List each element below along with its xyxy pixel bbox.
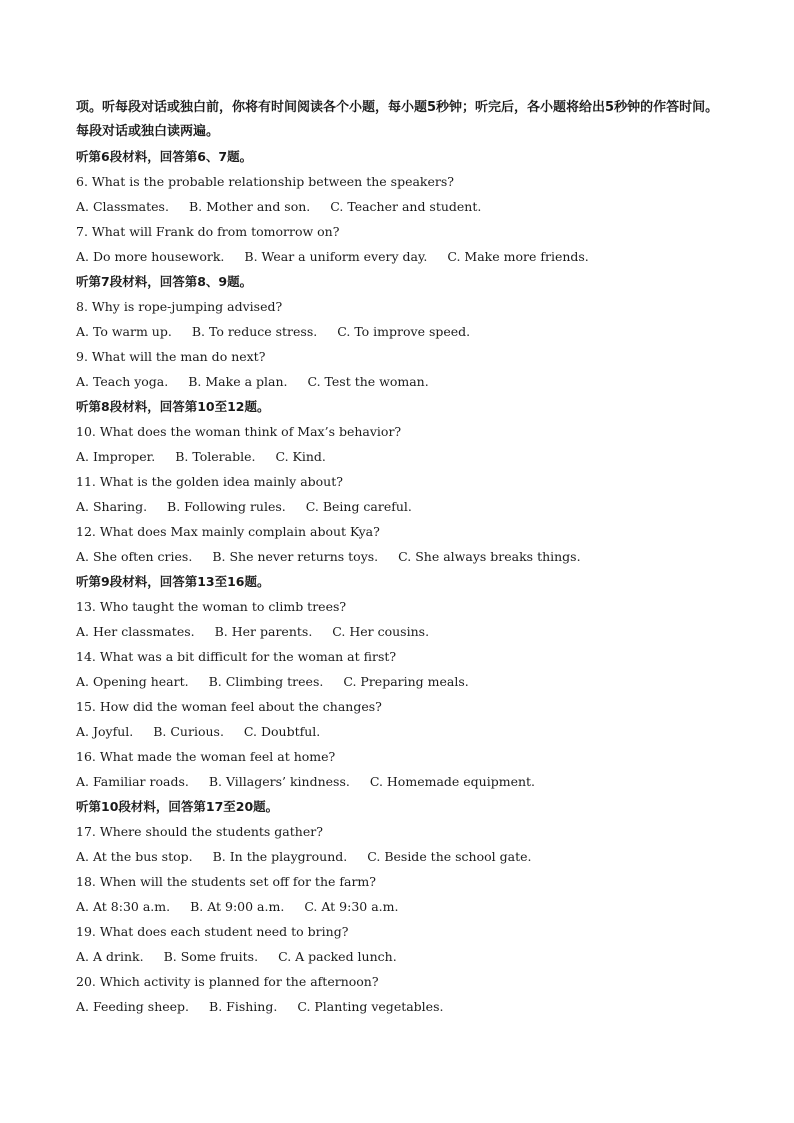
answer-option: A. Familiar roads. <box>76 774 189 789</box>
answer-option: C. Test the woman. <box>307 374 429 389</box>
answer-options <box>76 494 726 519</box>
question-item <box>76 419 726 469</box>
question-text: 17. Where should the students gather? <box>76 824 323 839</box>
question-item <box>76 919 726 969</box>
answer-options <box>76 894 726 919</box>
section-title: 听第8段材料，回答第10至12题。 <box>76 399 270 414</box>
question-item <box>76 819 726 869</box>
answer-options <box>76 444 726 469</box>
question-text: 15. How did the woman feel about the changes? <box>76 699 382 714</box>
question-text: 13. Who taught the woman to climb trees? <box>76 599 347 614</box>
question-text: 12. What does Max mainly complain about Kya? <box>76 524 380 539</box>
question-text: 8. Why is rope-jumping advised? <box>76 299 283 314</box>
answer-options <box>76 244 726 269</box>
question-item <box>76 594 726 644</box>
answer-options <box>76 194 726 219</box>
question-item <box>76 219 726 269</box>
answer-option: A. Opening heart. <box>76 674 189 689</box>
answer-option: A. Sharing. <box>76 499 148 514</box>
answer-option: A. Improper. <box>76 449 156 464</box>
answer-options <box>76 719 726 744</box>
answer-option: B. Some fruits. <box>163 949 259 964</box>
answer-options <box>76 669 726 694</box>
answer-options <box>76 319 726 344</box>
answer-option: A. To warm up. <box>76 324 172 339</box>
answer-option: A. At the bus stop. <box>76 849 193 864</box>
answer-option: A. Feeding sheep. <box>76 999 190 1014</box>
section-title: 听第10段材料，回答第17至20题。 <box>76 799 279 814</box>
answer-option: B. Climbing trees. <box>208 674 324 689</box>
question-text: 6. What is the probable relationship between the speakers? <box>76 174 454 189</box>
question-text: 20. Which activity is planned for the afternoon? <box>76 974 379 989</box>
question-item <box>76 869 726 919</box>
answer-option: C. At 9:30 a.m. <box>304 899 399 914</box>
answer-options <box>76 844 726 869</box>
question-item <box>76 169 726 219</box>
question-item <box>76 969 726 1019</box>
answer-option: A. At 8:30 a.m. <box>76 899 171 914</box>
answer-option: B. Curious. <box>153 724 224 739</box>
answer-option: B. Mother and son. <box>188 199 311 214</box>
answer-option: B. Tolerable. <box>175 449 256 464</box>
answer-options <box>76 944 726 969</box>
answer-option: B. Fishing. <box>209 999 278 1014</box>
answer-option: A. Classmates. <box>76 199 169 214</box>
listening-section <box>76 96 726 1019</box>
question-text: 16. What made the woman feel at home? <box>76 749 336 764</box>
answer-option: C. Preparing meals. <box>343 674 469 689</box>
question-text: 9. What will the man do next? <box>76 349 266 364</box>
answer-option: B. In the playground. <box>212 849 348 864</box>
answer-options <box>76 544 726 569</box>
question-sections <box>76 144 726 1019</box>
question-item <box>76 294 726 344</box>
answer-option: C. Being careful. <box>305 499 412 514</box>
answer-option: A. A drink. <box>76 949 144 964</box>
answer-option: A. Teach yoga. <box>76 374 169 389</box>
question-section <box>76 269 726 394</box>
question-section <box>76 144 726 269</box>
answer-option: A. Her classmates. <box>76 624 195 639</box>
answer-option: C. Make more friends. <box>447 249 589 264</box>
question-text: 11. What is the golden idea mainly about? <box>76 474 343 489</box>
question-item <box>76 344 726 394</box>
answer-option: C. Teacher and student. <box>330 199 482 214</box>
question-item <box>76 469 726 519</box>
question-section <box>76 394 726 569</box>
question-text: 10. What does the woman think of Max’s behavior? <box>76 424 402 439</box>
answer-option: C. Kind. <box>275 449 326 464</box>
question-item <box>76 644 726 694</box>
answer-option: B. She never returns toys. <box>212 549 379 564</box>
question-section <box>76 794 726 1019</box>
answer-option: C. She always breaks things. <box>398 549 581 564</box>
instructions-text: 项。听每段对话或独白前，你将有时间阅读各个小题，每小题5秒钟；听完后，各小题将给出5秒钟的作答时间。每段对话或独白读两遍。 <box>76 100 719 139</box>
question-text: 7. What will Frank do from tomorrow on? <box>76 224 340 239</box>
answer-option: C. To improve speed. <box>337 324 471 339</box>
answer-option: C. Homemade equipment. <box>369 774 536 789</box>
answer-option: A. She often cries. <box>76 549 193 564</box>
answer-option: C. Her cousins. <box>332 624 430 639</box>
question-item <box>76 519 726 569</box>
answer-option: C. Doubtful. <box>243 724 321 739</box>
question-text: 18. When will the students set off for the farm? <box>76 874 376 889</box>
answer-option: C. A packed lunch. <box>278 949 397 964</box>
answer-options <box>76 994 726 1019</box>
answer-option: C. Planting vegetables. <box>297 999 444 1014</box>
answer-option: A. Joyful. <box>76 724 134 739</box>
answer-options <box>76 369 726 394</box>
answer-option: B. At 9:00 a.m. <box>190 899 285 914</box>
answer-option: B. Make a plan. <box>188 374 288 389</box>
answer-option: B. Villagers’ kindness. <box>208 774 350 789</box>
question-section <box>76 569 726 794</box>
answer-option: B. Following rules. <box>167 499 286 514</box>
answer-option: B. Her parents. <box>214 624 313 639</box>
answer-option: C. Beside the school gate. <box>367 849 532 864</box>
answer-options <box>76 769 726 794</box>
answer-options <box>76 619 726 644</box>
answer-option: B. Wear a uniform every day. <box>244 249 428 264</box>
question-text: 19. What does each student need to bring? <box>76 924 349 939</box>
section-title: 听第7段材料，回答第8、9题。 <box>76 274 253 289</box>
answer-option: B. To reduce stress. <box>191 324 318 339</box>
question-text: 14. What was a bit difficult for the woman at first? <box>76 649 397 664</box>
section-title: 听第6段材料，回答第6、7题。 <box>76 149 253 164</box>
section-title: 听第9段材料，回答第13至16题。 <box>76 574 270 589</box>
question-item <box>76 744 726 794</box>
question-item <box>76 694 726 744</box>
answer-option: A. Do more housework. <box>76 249 225 264</box>
